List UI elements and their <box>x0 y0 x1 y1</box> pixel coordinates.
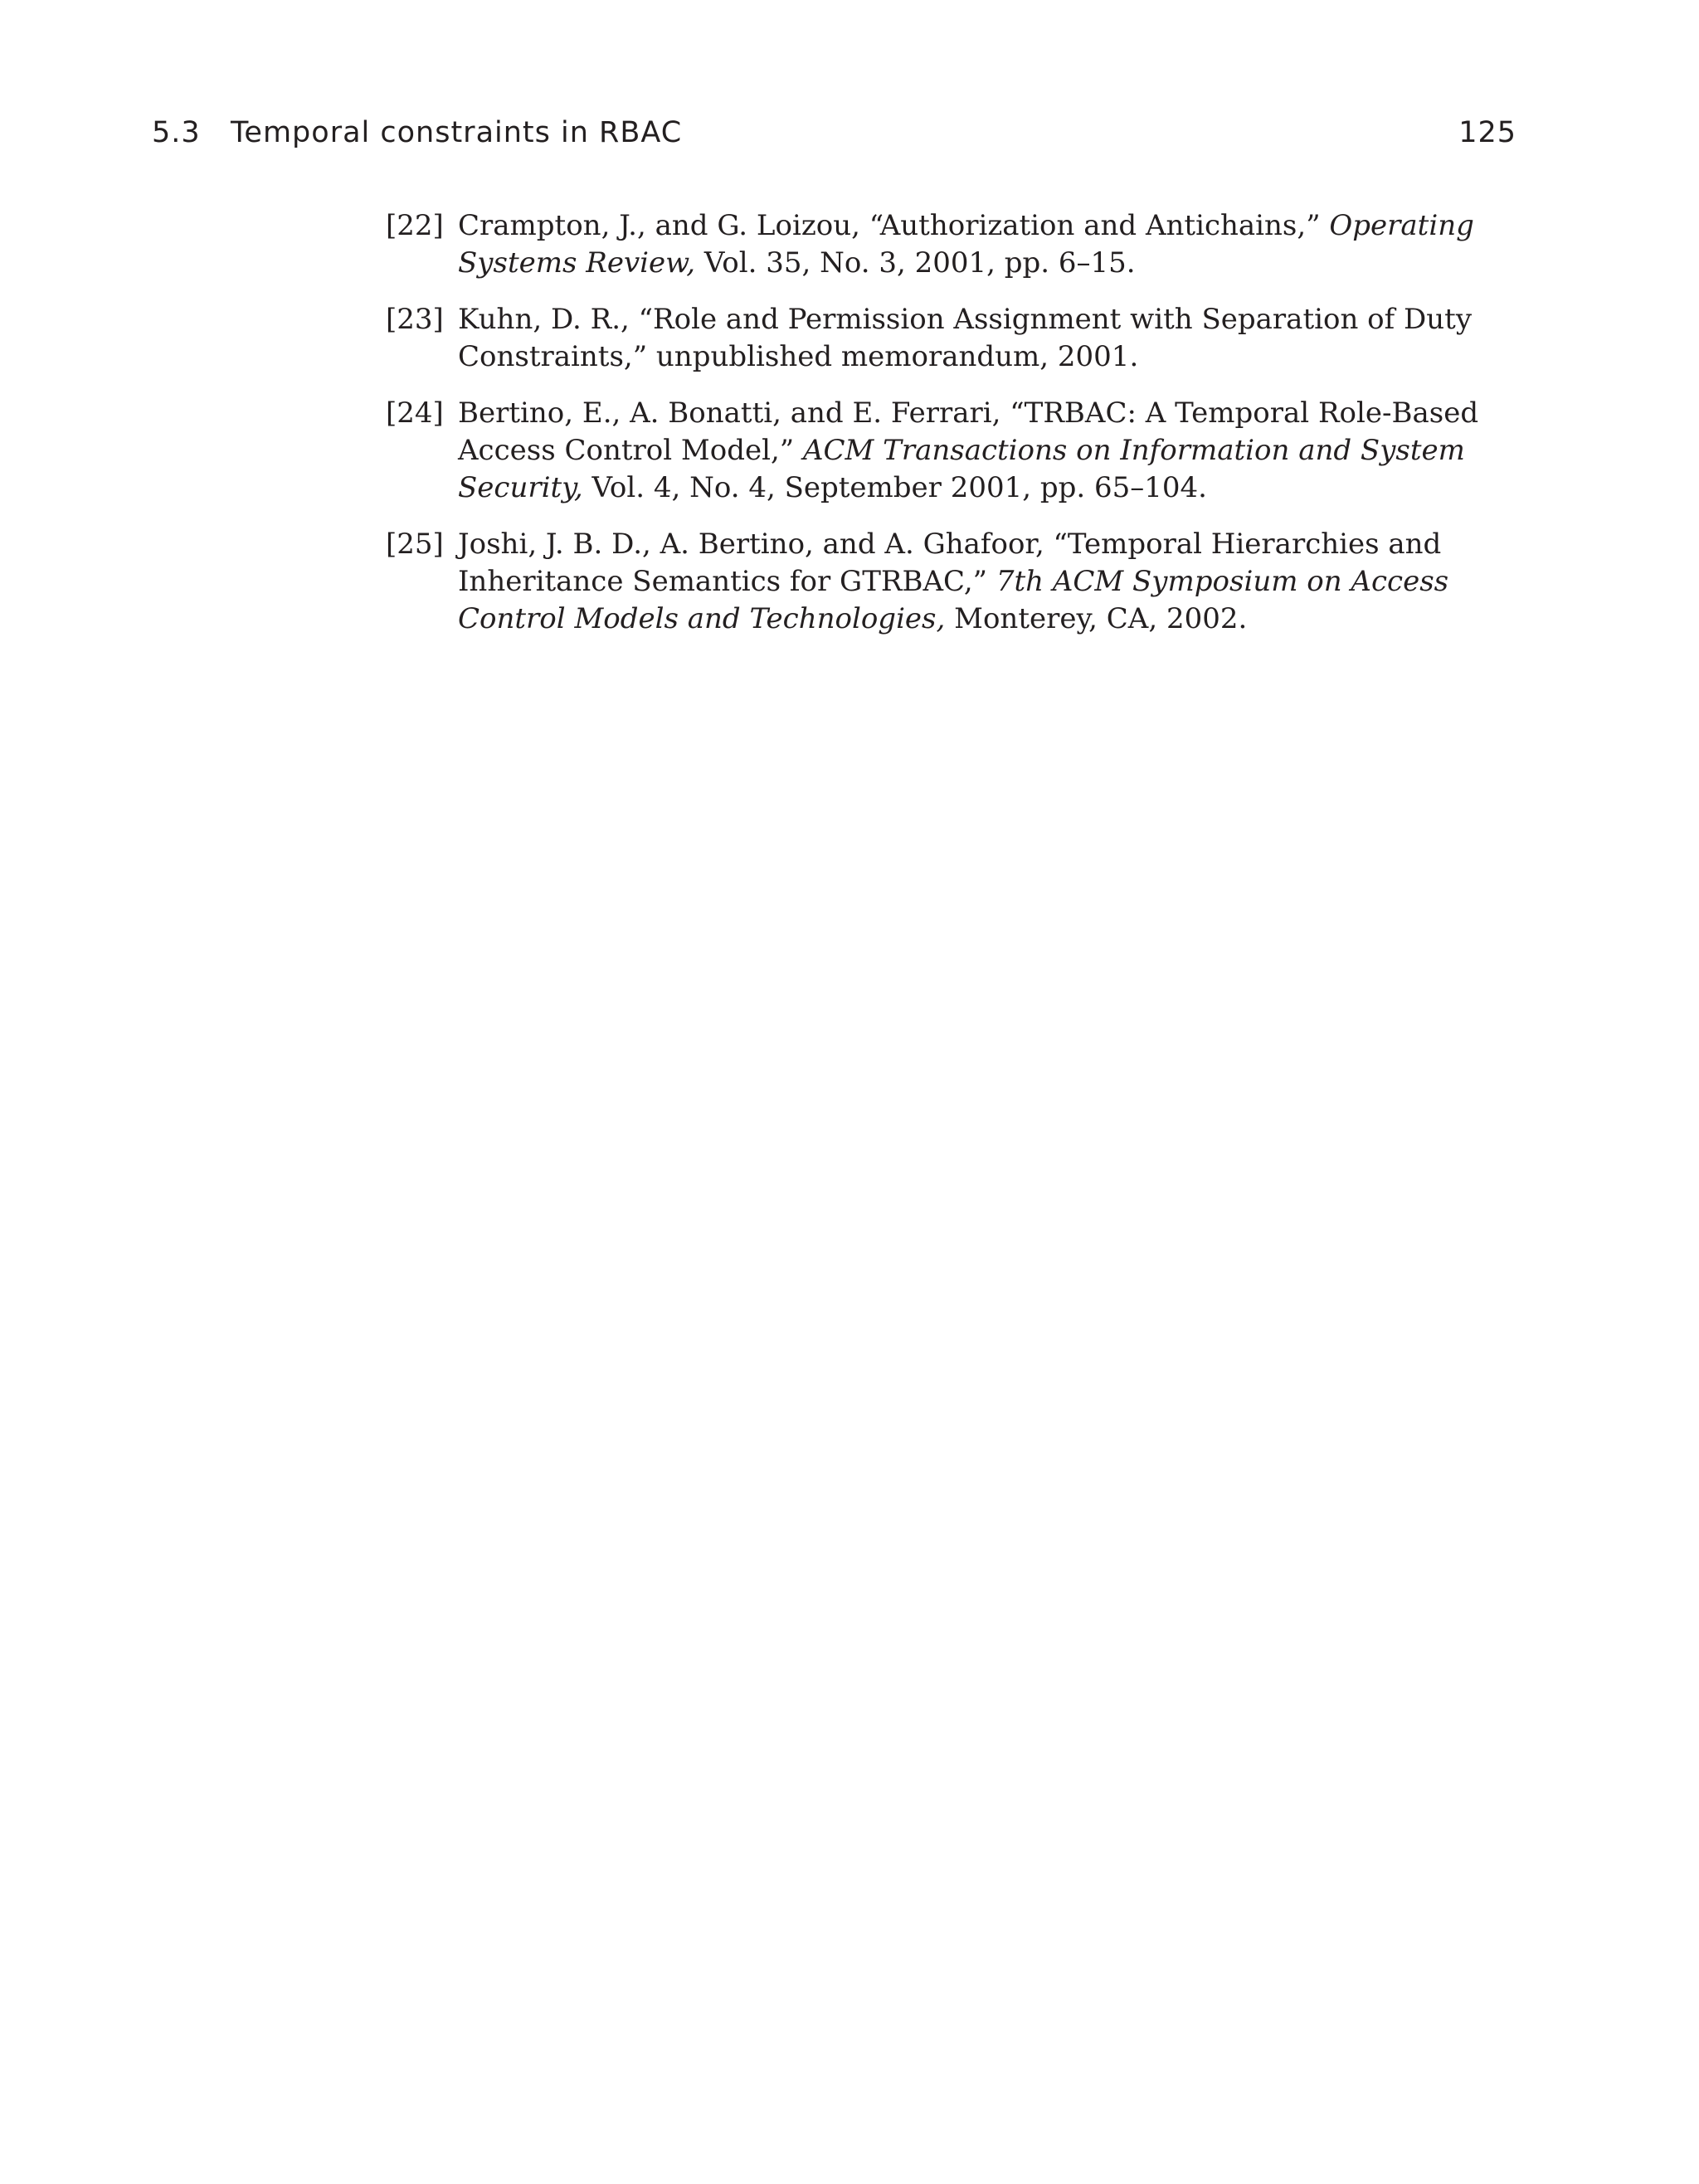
reference-item <box>386 526 1522 638</box>
reference-authors-title: Crampton, J., and G. Loizou, “Authorization and Antichains,” <box>458 209 1330 242</box>
reference-label: [24] <box>386 396 444 430</box>
page-number: 125 <box>1458 116 1516 149</box>
reference-details: Vol. 35, No. 3, 2001, pp. 6–15. <box>695 246 1136 280</box>
reference-body <box>458 209 1474 280</box>
reference-body <box>458 303 1472 373</box>
reference-details: Vol. 4, No. 4, September 2001, pp. 65–104. <box>582 471 1207 504</box>
reference-item <box>386 301 1522 376</box>
reference-venue: ACM Transactions on Information and System Security, <box>458 434 1465 504</box>
reference-authors-title: Bertino, E., A. Bonatti, and E. Ferrari, “TRBAC: A Temporal Role-Based Access Control Model,” <box>458 396 1479 467</box>
reference-venue: Operating Systems Review, <box>458 209 1474 280</box>
reference-body <box>458 396 1478 504</box>
reference-label: [22] <box>386 209 444 242</box>
reference-authors-title: Joshi, J. B. D., A. Bertino, and A. Ghafoor, “Temporal Hierarchies and Inheritance Semantics for GTRBAC,” <box>458 528 1442 598</box>
reference-venue: 7th ACM Symposium on Access Control Models and Technologies, <box>458 565 1449 635</box>
running-head <box>152 116 1516 156</box>
reference-label: [23] <box>386 303 444 336</box>
section-title: Temporal constraints in RBAC <box>231 116 683 149</box>
reference-body <box>458 528 1448 635</box>
reference-label: [25] <box>386 528 444 561</box>
reference-item <box>386 395 1522 507</box>
reference-list <box>386 207 1522 657</box>
reference-authors-title: Kuhn, D. R., “Role and Permission Assignment with Separation of Duty Constraints,” unpublished memorandum, 2001. <box>458 303 1473 373</box>
reference-details: Monterey, CA, 2002. <box>945 602 1248 635</box>
section-number: 5.3 <box>152 116 201 149</box>
reference-item <box>386 207 1522 282</box>
